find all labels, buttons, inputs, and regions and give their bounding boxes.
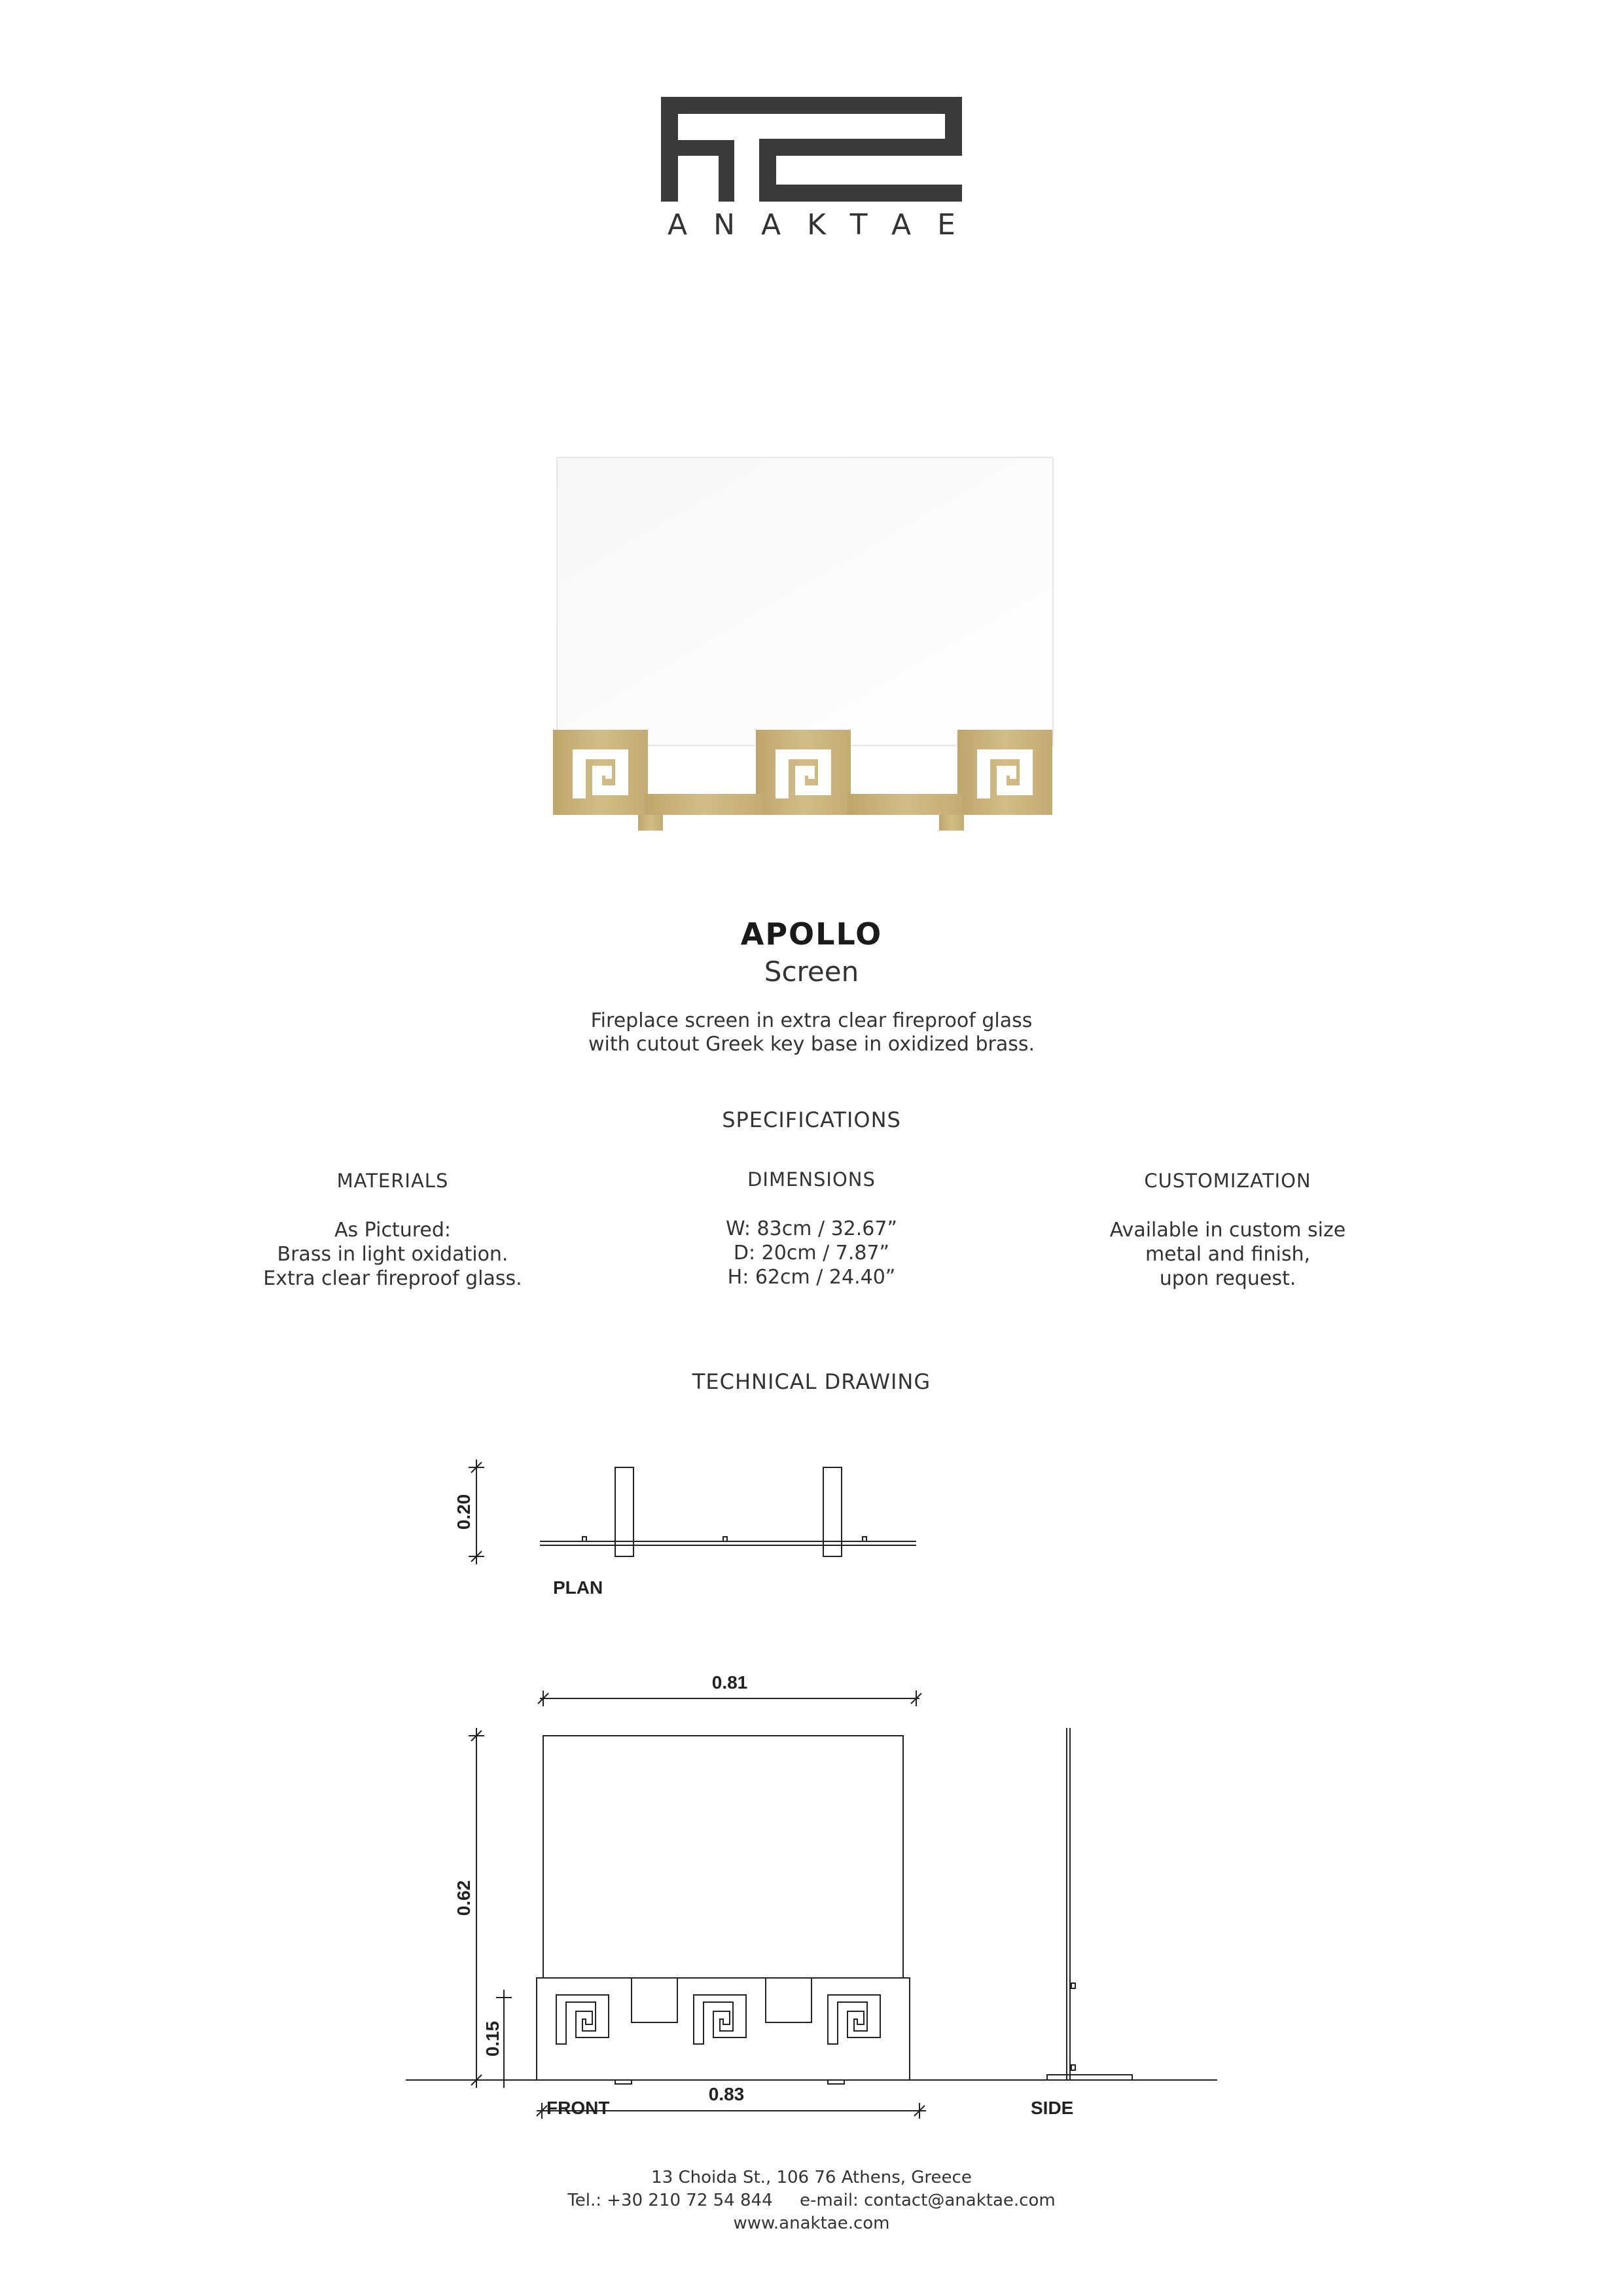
customization-line: upon request. bbox=[1159, 1267, 1296, 1290]
specifications-heading: SPECIFICATIONS bbox=[722, 1107, 901, 1132]
dimensions-column bbox=[582, 1168, 1041, 1289]
customization-column bbox=[999, 1169, 1457, 1291]
materials-line: Brass in light oxidation. bbox=[277, 1243, 508, 1266]
plan-label: PLAN bbox=[553, 1577, 603, 1598]
description-line: with cutout Greek key base in oxidized brass. bbox=[588, 1033, 1035, 1056]
footer bbox=[0, 2166, 1623, 2235]
footer-tel: Tel.: +30 210 72 54 844 bbox=[567, 2191, 773, 2210]
side-label: SIDE bbox=[1031, 2098, 1074, 2118]
dimensions-line: H: 62cm / 24.40” bbox=[727, 1266, 896, 1289]
brand-name: ANAKTAE bbox=[668, 208, 982, 242]
product-photo bbox=[546, 455, 1070, 834]
footer-email[interactable]: e-mail: contact@anaktae.com bbox=[799, 2191, 1056, 2210]
height-label: 0.62 bbox=[454, 1880, 474, 1916]
base-height-label: 0.15 bbox=[482, 2020, 503, 2057]
front-label: FRONT bbox=[546, 2098, 610, 2118]
plan-depth-label: 0.20 bbox=[454, 1494, 474, 1530]
glass-width-label: 0.81 bbox=[711, 1672, 748, 1693]
footer-contact bbox=[0, 2189, 1623, 2212]
dimensions-heading: DIMENSIONS bbox=[747, 1168, 876, 1191]
customization-line: Available in custom size bbox=[1109, 1219, 1346, 1242]
product-type: Screen bbox=[764, 956, 859, 988]
anaktae-logo bbox=[661, 97, 962, 202]
technical-drawing bbox=[393, 1440, 1243, 2127]
technical-drawing-heading: TECHNICAL DRAWING bbox=[692, 1369, 931, 1394]
customization-heading: CUSTOMIZATION bbox=[1144, 1170, 1311, 1192]
customization-line: metal and finish, bbox=[1145, 1243, 1311, 1266]
description-line: Fireplace screen in extra clear fireproof glass bbox=[590, 1009, 1033, 1032]
materials-column bbox=[164, 1169, 622, 1291]
total-width-label: 0.83 bbox=[708, 2084, 745, 2104]
materials-heading: MATERIALS bbox=[336, 1170, 449, 1192]
product-description bbox=[0, 1009, 1623, 1056]
footer-website[interactable]: www.anaktae.com bbox=[733, 2214, 890, 2233]
dimensions-line: W: 83cm / 32.67” bbox=[725, 1217, 898, 1240]
materials-line: As Pictured: bbox=[334, 1219, 451, 1242]
product-name: APOLLO bbox=[740, 916, 883, 952]
dimensions-line: D: 20cm / 7.87” bbox=[733, 1242, 890, 1265]
materials-line: Extra clear fireproof glass. bbox=[263, 1267, 522, 1290]
footer-address: 13 Choida St., 106 76 Athens, Greece bbox=[651, 2168, 972, 2187]
